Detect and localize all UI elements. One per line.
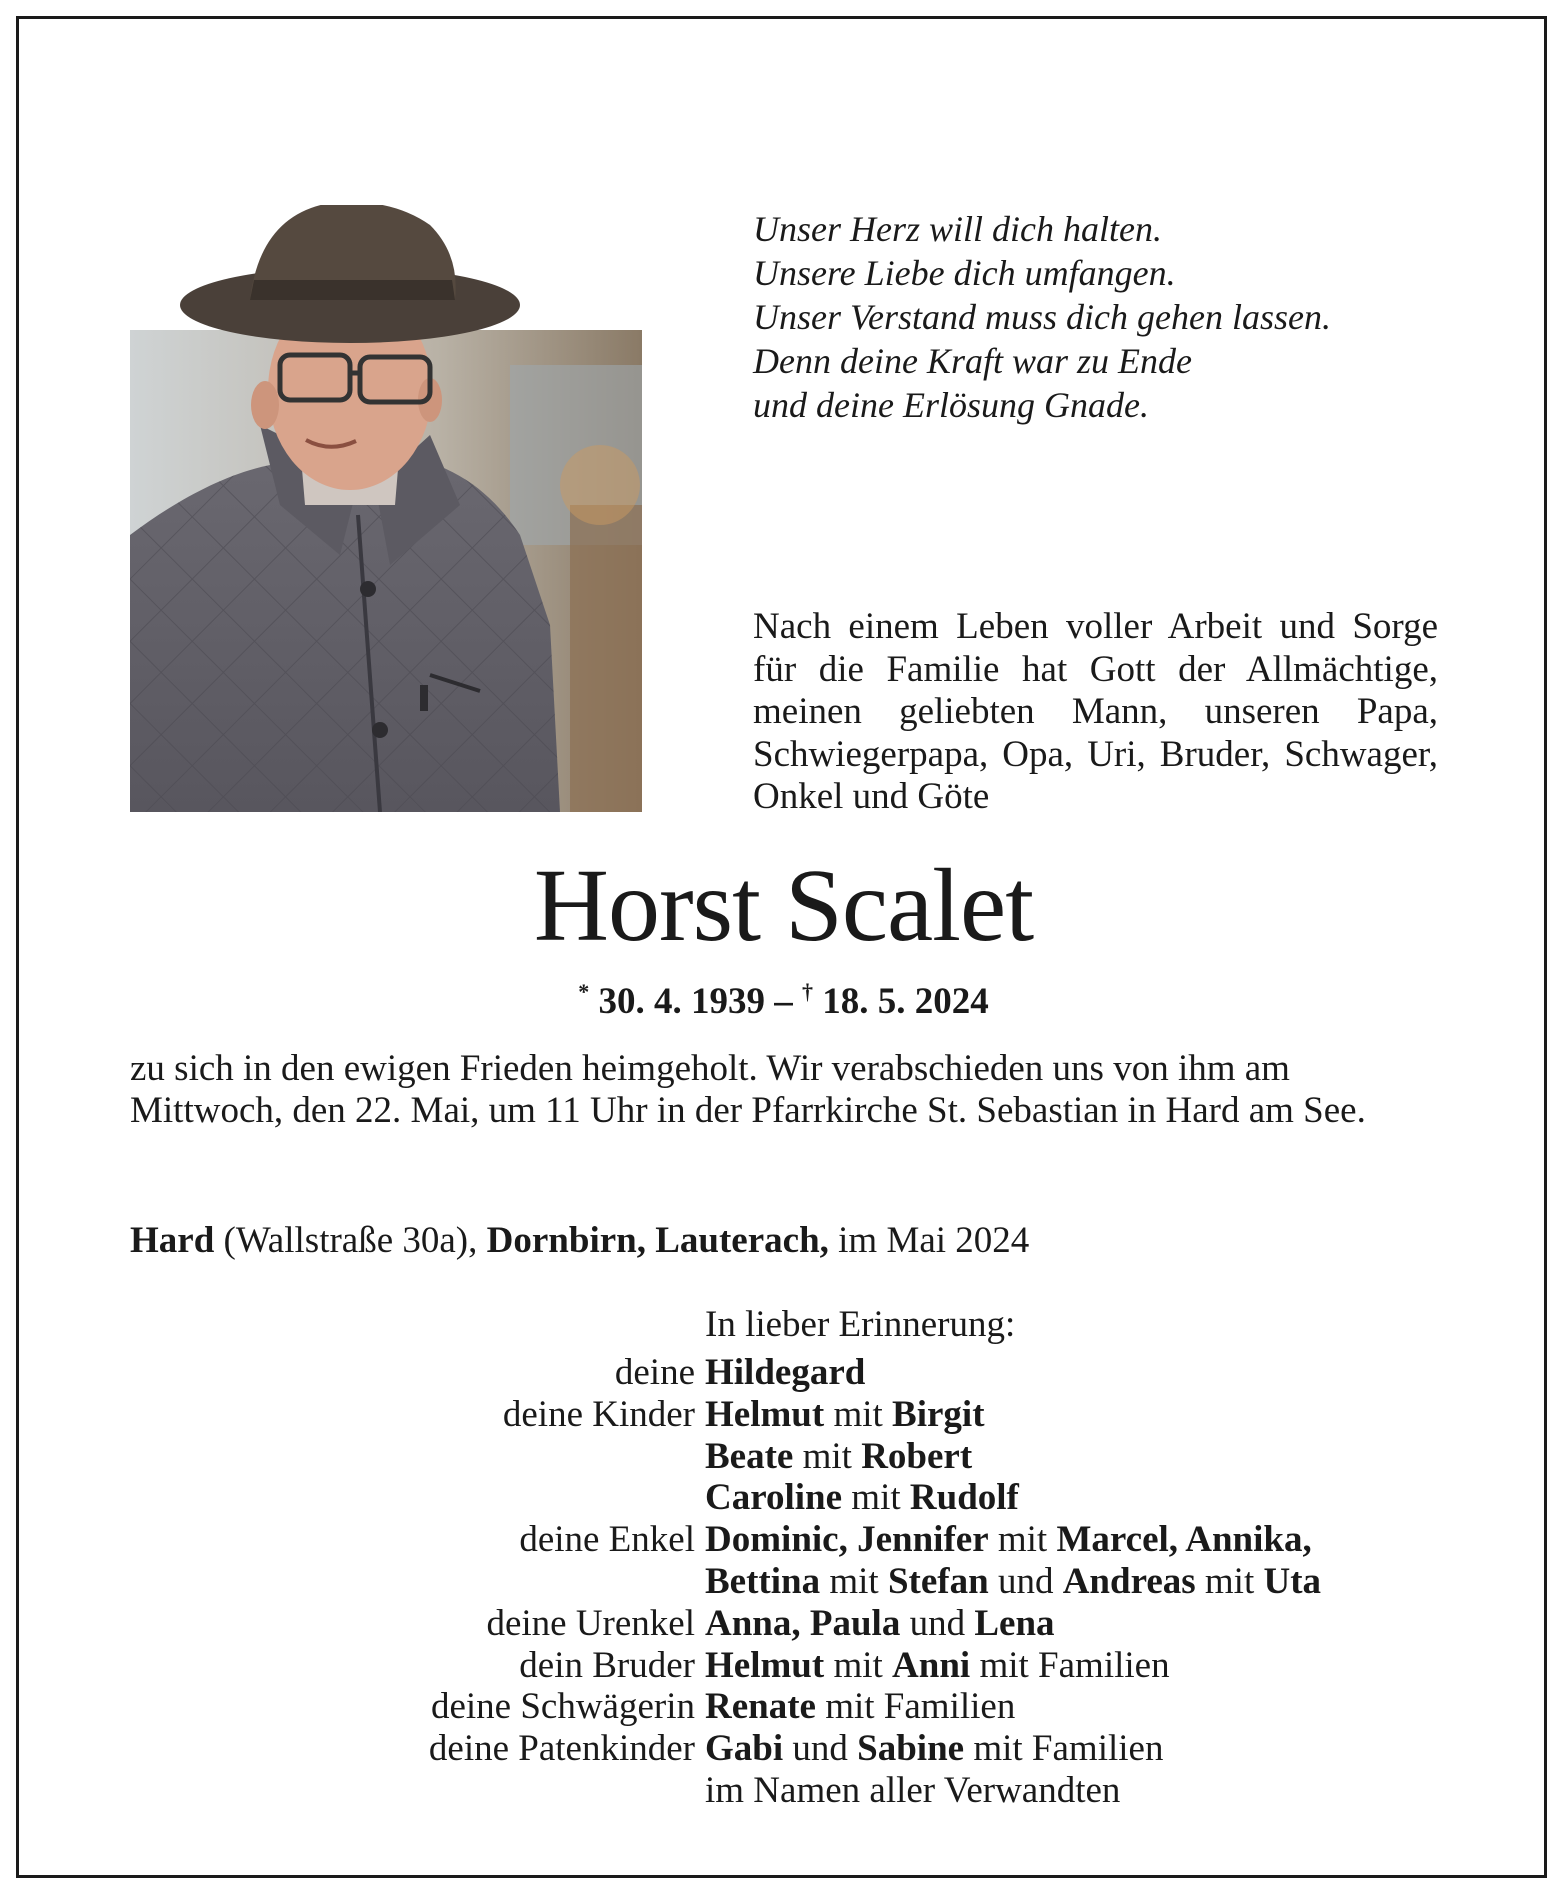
family-relation-label: deine Urenkel bbox=[486, 1602, 695, 1644]
family-member-name: Hildegard bbox=[705, 1352, 866, 1393]
place-towns: Dornbirn, Lauterach, bbox=[486, 1220, 829, 1261]
family-names bbox=[705, 1519, 1312, 1561]
family-names bbox=[705, 1603, 1055, 1645]
family-connector: mit bbox=[824, 1644, 893, 1686]
family-member-name: Rudolf bbox=[909, 1477, 1019, 1519]
family-names bbox=[705, 1728, 1163, 1770]
family-member-name: Stefan bbox=[887, 1560, 989, 1602]
family-member-name: Sabine bbox=[857, 1728, 965, 1770]
family-row bbox=[0, 1728, 1567, 1770]
place-address: (Wallstraße 30a), bbox=[214, 1220, 487, 1261]
poem-line: und deine Erlösung Gnade. bbox=[753, 385, 1149, 425]
family-connector: im Namen aller Verwandten bbox=[705, 1769, 1121, 1811]
family-connector: und bbox=[783, 1728, 858, 1770]
family-connector: mit bbox=[842, 1477, 910, 1519]
date-separator: – bbox=[774, 981, 793, 1022]
family-connector: mit bbox=[988, 1519, 1057, 1561]
family-row bbox=[0, 1436, 1567, 1478]
family-member-name: Andreas bbox=[1062, 1560, 1196, 1602]
family-connector: mit bbox=[793, 1435, 862, 1477]
family-row bbox=[0, 1645, 1567, 1687]
family-relation-label: deine Patenkinder bbox=[428, 1728, 695, 1770]
family-row bbox=[0, 1561, 1567, 1603]
family-list bbox=[0, 1352, 1567, 1812]
poem bbox=[753, 207, 1453, 427]
family-member-name: Dominic, Jennifer bbox=[705, 1519, 989, 1561]
family-row bbox=[0, 1352, 1567, 1394]
birth-symbol: * bbox=[578, 979, 590, 1004]
family-row bbox=[0, 1603, 1567, 1645]
family-connector: mit Familien bbox=[815, 1686, 1016, 1728]
family-row bbox=[0, 1394, 1567, 1436]
family-member-name: Gabi bbox=[705, 1728, 784, 1770]
family-names bbox=[705, 1686, 1015, 1728]
family-member-name: Robert bbox=[861, 1435, 973, 1477]
family-relation-label: deine Schwägerin bbox=[430, 1686, 695, 1728]
family-relation-label: deine Enkel bbox=[519, 1519, 695, 1561]
family-connector: mit bbox=[1195, 1560, 1264, 1602]
family-names bbox=[705, 1561, 1321, 1603]
family-row bbox=[0, 1686, 1567, 1728]
death-date: 18. 5. 2024 bbox=[822, 981, 989, 1022]
family-names bbox=[705, 1645, 1170, 1687]
death-symbol: † bbox=[802, 979, 813, 1004]
place-town-hard: Hard bbox=[130, 1220, 215, 1261]
poem-line: Unser Herz will dich halten. bbox=[753, 209, 1162, 249]
family-names bbox=[705, 1436, 972, 1478]
family-row bbox=[0, 1477, 1567, 1519]
family-connector: mit Familien bbox=[964, 1728, 1164, 1770]
family-relation-label: deine bbox=[614, 1352, 695, 1393]
family-connector: mit bbox=[824, 1393, 893, 1435]
family-connector: mit bbox=[820, 1560, 888, 1602]
family-member-name: Anni bbox=[892, 1644, 971, 1686]
place-date: im Mai 2024 bbox=[828, 1220, 1030, 1261]
portrait-photo bbox=[130, 205, 642, 812]
family-member-name: Helmut bbox=[705, 1644, 825, 1686]
family-connector: und bbox=[900, 1602, 975, 1644]
portrait-image bbox=[130, 205, 642, 812]
family-member-name: Helmut bbox=[705, 1393, 825, 1435]
family-member-name: Lena bbox=[974, 1602, 1055, 1644]
family-names bbox=[705, 1477, 1019, 1519]
family-row bbox=[0, 1519, 1567, 1561]
family-member-name: Anna, Paula bbox=[705, 1602, 901, 1644]
funeral-announcement: zu sich in den ewigen Frieden heimgeholt. Wir verabschieden uns von ihm am Mittwoch, den 22. Mai, um 11 Uhr in der Pfarrkirche St. Sebastian in Hard am See. bbox=[130, 1048, 1366, 1131]
poem-line: Unser Verstand muss dich gehen lassen. bbox=[753, 297, 1331, 337]
family-member-name: Uta bbox=[1263, 1560, 1322, 1602]
family-names bbox=[705, 1770, 1120, 1812]
family-relation-label: deine Kinder bbox=[502, 1393, 695, 1435]
poem-line: Denn deine Kraft war zu Ende bbox=[753, 341, 1192, 381]
family-row bbox=[0, 1770, 1567, 1812]
family-connector: und bbox=[988, 1560, 1063, 1602]
family-member-name: Caroline bbox=[705, 1477, 843, 1519]
place-and-date bbox=[130, 1218, 1430, 1264]
deceased-name: Horst Scalet bbox=[533, 848, 1034, 963]
family-member-name: Marcel, Annika, bbox=[1056, 1519, 1312, 1561]
birth-date: 30. 4. 1939 bbox=[598, 981, 765, 1022]
family-names bbox=[705, 1394, 985, 1436]
memory-heading: In lieber Erinnerung: bbox=[705, 1304, 1016, 1345]
family-names bbox=[705, 1352, 865, 1394]
family-member-name: Birgit bbox=[892, 1393, 985, 1435]
family-member-name: Beate bbox=[705, 1435, 794, 1477]
poem-line: Unsere Liebe dich umfangen. bbox=[753, 253, 1176, 293]
family-connector: mit Familien bbox=[970, 1644, 1170, 1686]
life-dates bbox=[0, 967, 1567, 1027]
intro-paragraph: Nach einem Leben voller Arbeit und Sorge für die Familie hat Gott der Allmächtige, meinen geliebten Mann, unseren Papa, Schwiegerpapa, Opa, Uri, Bruder, Schwager, Onkel und Göte bbox=[753, 606, 1438, 817]
family-relation-label: dein Bruder bbox=[519, 1644, 695, 1686]
family-member-name: Renate bbox=[705, 1686, 816, 1728]
family-member-name: Bettina bbox=[705, 1560, 821, 1602]
